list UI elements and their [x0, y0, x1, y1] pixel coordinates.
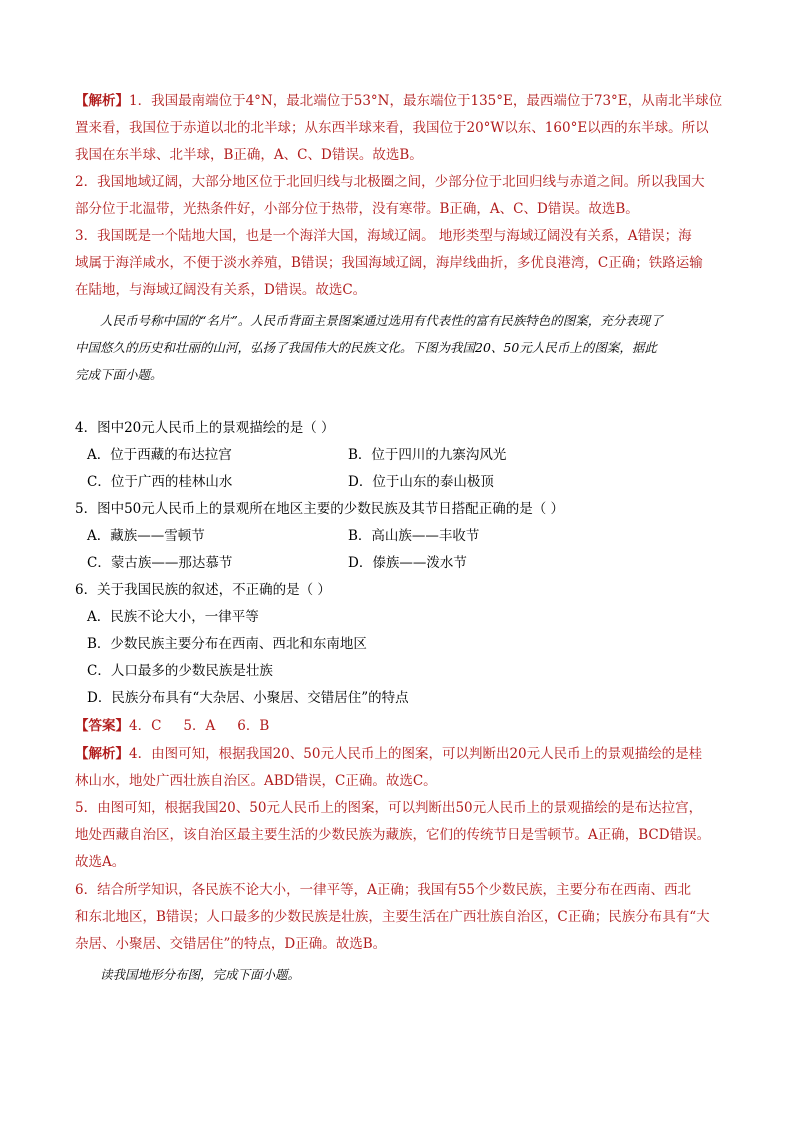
intro-line: 人民币号称中国的“名片”。人民币背面主景图案通过选用有代表性的富有民族特色的图案，充分表现了: [100, 313, 663, 328]
analysis-tag: 【解析】: [75, 746, 129, 762]
option-a: A．民族不论大小，一律平等: [87, 609, 259, 625]
option-c: C．蒙古族——那达慕节: [87, 555, 233, 571]
analysis-line: 林山水，地处广西壮族自治区。ABD错误，C正确。故选C。: [75, 773, 437, 789]
analysis-line: 【解析】1．我国最南端位于4°N，最北端位于53°N，最东端位于135°E，最西端位于73°E，从南北半球位: [75, 93, 723, 109]
analysis-line: 和东北地区，B错误；人口最多的少数民族是壮族，主要生活在广西壮族自治区，C正确；民族分布具有“大: [75, 909, 710, 925]
option-c: C．人口最多的少数民族是壮族: [87, 663, 273, 679]
question-stem: 6．关于我国民族的叙述，不正确的是（ ）: [75, 582, 331, 598]
option-d: D．傣族——泼水节: [348, 555, 467, 571]
intro-line: 中国悠久的历史和壮丽的山河，弘扬了我国伟大的民族文化。下图为我国20、50元人民币上的图案，据此: [75, 340, 657, 355]
analysis-line: 在陆地，与海域辽阔没有关系，D错误。故选C。: [75, 282, 367, 298]
analysis-tag: 【解析】: [75, 93, 129, 109]
answer-line: 【答案】4．C 5．A 6．B: [75, 718, 270, 734]
analysis-line: 杂居、小聚居、交错居住”的特点，D正确。故选B。: [75, 936, 387, 952]
option-a: A．位于西藏的布达拉宫: [87, 447, 232, 463]
intro-line: 完成下面小题。: [75, 367, 163, 382]
option-b: B．高山族——丰收节: [348, 528, 480, 544]
option-d: D．位于山东的泰山极顶: [348, 474, 494, 490]
outro-line: 读我国地形分布图，完成下面小题。: [100, 967, 301, 982]
option-b: B．少数民族主要分布在西南、西北和东南地区: [87, 636, 367, 652]
question-stem: 5．图中50元人民币上的景观所在地区主要的少数民族及其节日搭配正确的是（ ）: [75, 501, 565, 517]
option-b: B．位于四川的九寨沟风光: [348, 447, 507, 463]
analysis-line: 域属于海洋咸水，不便于淡水养殖，B错误；我国海域辽阔，海岸线曲折，多优良港湾，C正确；铁路运输: [75, 255, 703, 271]
analysis-line: 部分位于北温带，光热条件好，小部分位于热带，没有寒带。B正确，A、C、D错误。故选B。: [75, 201, 639, 217]
answer-tag: 【答案】: [75, 718, 129, 734]
analysis-line: 置来看，我国位于赤道以北的北半球；从东西半球来看，我国位于20°W以东、160°E以西的东半球。所以: [75, 120, 709, 136]
analysis-line: 3．我国既是一个陆地大国，也是一个海洋大国，海域辽阔。 地形类型与海域辽阔没有关系，A错误；海: [75, 228, 692, 244]
question-stem: 4．图中20元人民币上的景观描绘的是（ ）: [75, 420, 335, 436]
analysis-line: 地处西藏自治区，该自治区最主要生活的少数民族为藏族，它们的传统节日是雪顿节。A正确，BCD错误。: [75, 827, 711, 843]
analysis-line: 故选A。: [75, 854, 126, 870]
option-c: C．位于广西的桂林山水: [87, 474, 233, 490]
option-d: D．民族分布具有“大杂居、小聚居、交错居住”的特点: [87, 690, 409, 706]
analysis-line: 【解析】4．由图可知，根据我国20、50元人民币上的图案，可以判断出20元人民币上的景观描绘的是桂: [75, 746, 703, 762]
analysis-line: 2．我国地域辽阔，大部分地区位于北回归线与北极圈之间，少部分位于北回归线与赤道之间。所以我国大: [75, 174, 705, 190]
analysis-line: 5．由图可知，根据我国20、50元人民币上的图案，可以判断出50元人民币上的景观描绘的是布达拉宫，: [75, 800, 703, 816]
analysis-line: 我国在东半球、北半球，B正确，A、C、D错误。故选B。: [75, 147, 423, 163]
option-a: A．藏族——雪顿节: [87, 528, 205, 544]
analysis-line: 6．结合所学知识，各民族不论大小，一律平等，A正确；我国有55个少数民族，主要分布在西南、西北: [75, 882, 692, 898]
